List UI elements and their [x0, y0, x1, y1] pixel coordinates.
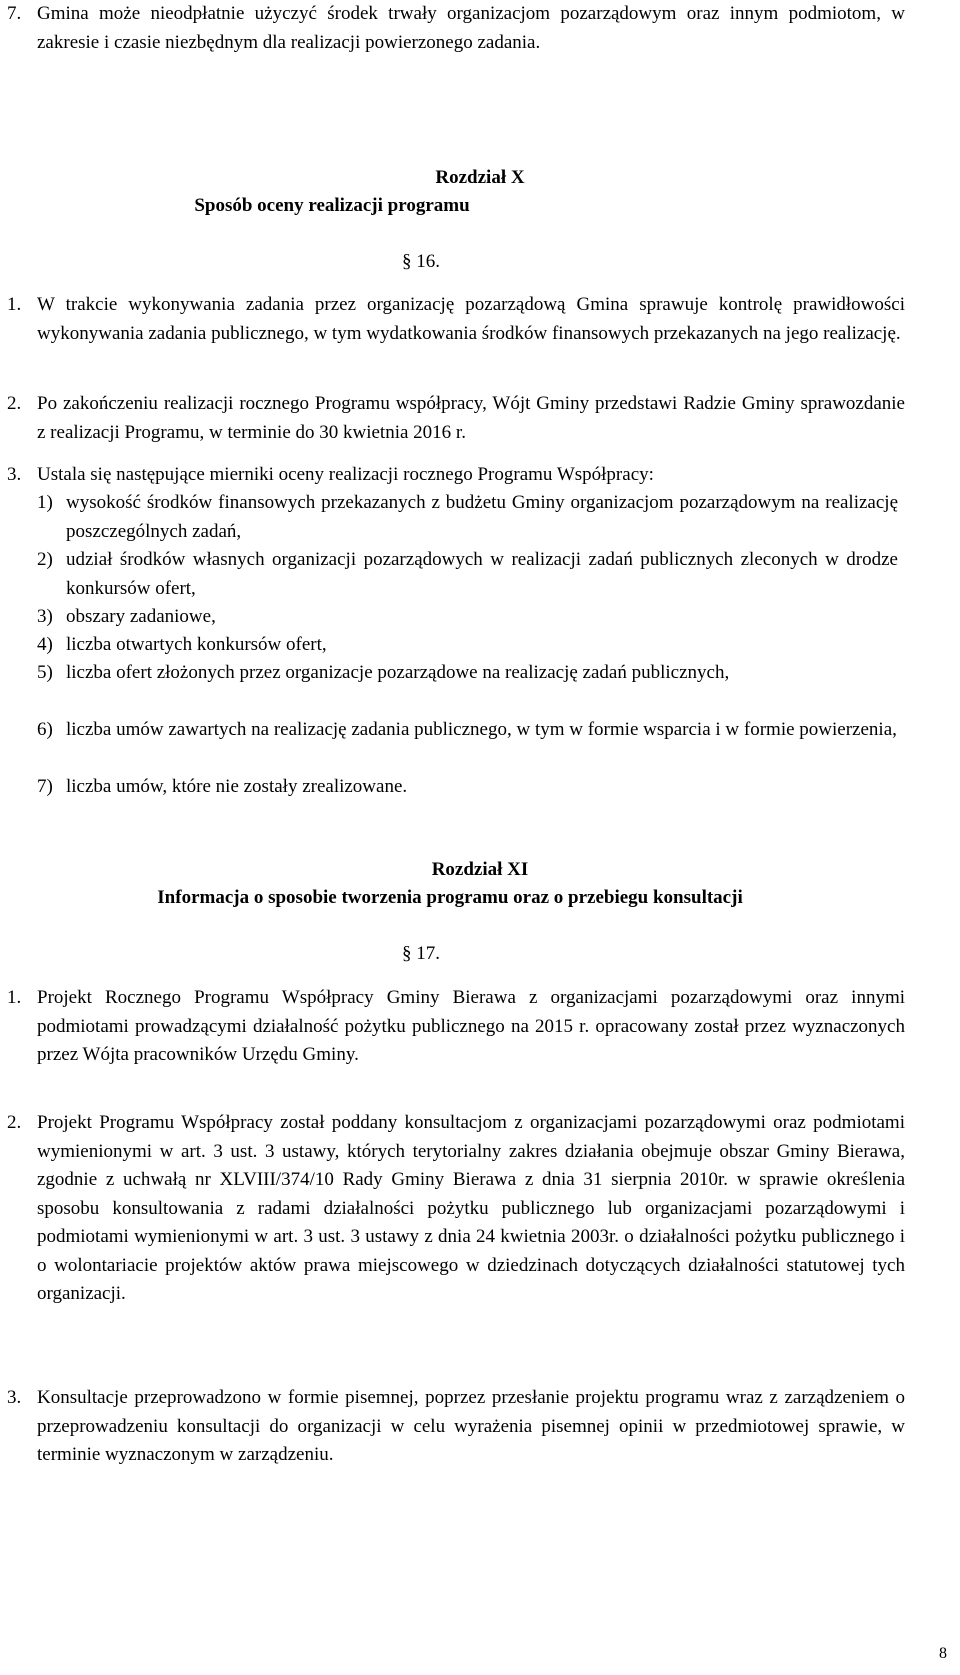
measure-text: liczba otwartych konkursów ofert,	[66, 634, 327, 655]
measure-1	[37, 489, 898, 546]
measure-number: 6)	[37, 719, 53, 740]
measure-number: 7)	[37, 776, 53, 797]
item-number: 1.	[7, 294, 22, 315]
chapter-xi-heading: Rozdział XI	[431, 859, 529, 880]
section-16-label: § 16.	[402, 251, 440, 272]
measure-number: 1)	[37, 492, 53, 513]
chapter-x-heading: Rozdział X	[435, 167, 525, 188]
item-number: 3.	[7, 1387, 22, 1408]
measure-text: liczba ofert złożonych przez organizacje pozarządowe na realizację zadań publicznych,	[66, 662, 730, 683]
item-text: Projekt Programu Współpracy został poddany konsultacjom z organizacjami pozarządowymi oraz podmiotami wymienionymi w art. 3 ust. 3 ustawy, których terytorialny zakres działania obejmuje obszar Gminy Bierawa, zgodnie z uchwałą nr XLVIII/374/10 Rady Gminy Bierawa z dnia 31 sierpnia 2010r. w sprawie określenia sposobu konsultowania z radami działalności pożytku publicznego lub organizacjami pozarządowymi i podmiotami wymienionymi w art. 3 ust. 3 ustawy z dnia 24 kwietnia 2003r. o działalności pożytku publicznego i o wolontariacie projektów aktów prawa miejscowego w dziedzinach dotyczących działalności statutowej tych organizacji.	[37, 1112, 905, 1304]
item-text: Projekt Rocznego Programu Współpracy Gminy Bierawa z organizacjami pozarządowymi oraz innymi podmiotami prowadzącymi działalność pożytku publicznego na 2015 r. opracowany został przez wyznaczonych przez Wójta pracowników Urzędu Gminy.	[37, 987, 905, 1065]
measure-text: obszary zadaniowe,	[66, 606, 216, 627]
paragraph-text: Gmina może nieodpłatnie użyczyć środek trwały organizacjom pozarządowym oraz innym podmiotom, w zakresie i czasie niezbędnym dla realizacji powierzonego zadania.	[37, 3, 905, 53]
item-text: Konsultacje przeprowadzono w formie pisemnej, poprzez przesłanie projektu programu wraz z zarządzeniem o przeprowadzeniu konsultacji do organizacji w celu wyrażenia pisemnej opinii w przedmiotowej sprawie, w terminie wyznaczonym w zarządzeniu.	[37, 1387, 905, 1465]
measure-number: 4)	[37, 634, 53, 655]
section-17-item-2	[7, 1109, 905, 1309]
measure-6	[37, 716, 898, 745]
item-number: 3.	[7, 464, 22, 485]
measure-4	[37, 631, 898, 660]
item-text: Ustala się następujące mierniki oceny realizacji rocznego Programu Współpracy:	[37, 464, 654, 485]
measure-number: 2)	[37, 549, 53, 570]
item-number: 2.	[7, 1112, 22, 1133]
section-17-item-1	[7, 984, 905, 1070]
measure-number: 5)	[37, 662, 53, 683]
measure-text: liczba umów zawartych na realizację zadania publicznego, w tym w formie wsparcia i w formie powierzenia,	[66, 719, 897, 740]
measure-3	[37, 603, 898, 632]
item-text: W trakcie wykonywania zadania przez organizację pozarządową Gmina sprawuje kontrolę prawidłowości wykonywania zadania publicznego, w tym wydatkowania środków finansowych przekazanych na jego realizację.	[37, 294, 905, 344]
paragraph-7	[7, 0, 905, 57]
section-17-label: § 17.	[402, 943, 440, 964]
measure-2	[37, 546, 898, 603]
item-number: 1.	[7, 987, 22, 1008]
paragraph-number: 7.	[7, 3, 22, 24]
item-text: Po zakończeniu realizacji rocznego Programu współpracy, Wójt Gminy przedstawi Radzie Gminy sprawozdanie z realizacji Programu, w terminie do 30 kwietnia 2016 r.	[37, 393, 905, 443]
section-16-item-2	[7, 390, 905, 447]
page-number: 8	[939, 1645, 947, 1662]
measure-text: liczba umów, które nie zostały zrealizowane.	[66, 776, 408, 797]
chapter-x-title: Sposób oceny realizacji programu	[194, 195, 470, 216]
measure-text: wysokość środków finansowych przekazanych z budżetu Gminy organizacjom pozarządowym na realizację poszczególnych zadań,	[66, 492, 898, 542]
chapter-xi-title: Informacja o sposobie tworzenia programu oraz o przebiegu konsultacji	[157, 887, 743, 908]
measure-5	[37, 659, 898, 688]
item-number: 2.	[7, 393, 22, 414]
section-16-item-3	[7, 461, 905, 490]
measure-text: udział środków własnych organizacji pozarządowych w realizacji zadań publicznych zleconych w drodze konkursów ofert,	[66, 549, 898, 599]
section-16-item-1	[7, 291, 905, 348]
measure-number: 3)	[37, 606, 53, 627]
section-17-item-3	[7, 1384, 905, 1470]
measure-7	[37, 773, 898, 802]
